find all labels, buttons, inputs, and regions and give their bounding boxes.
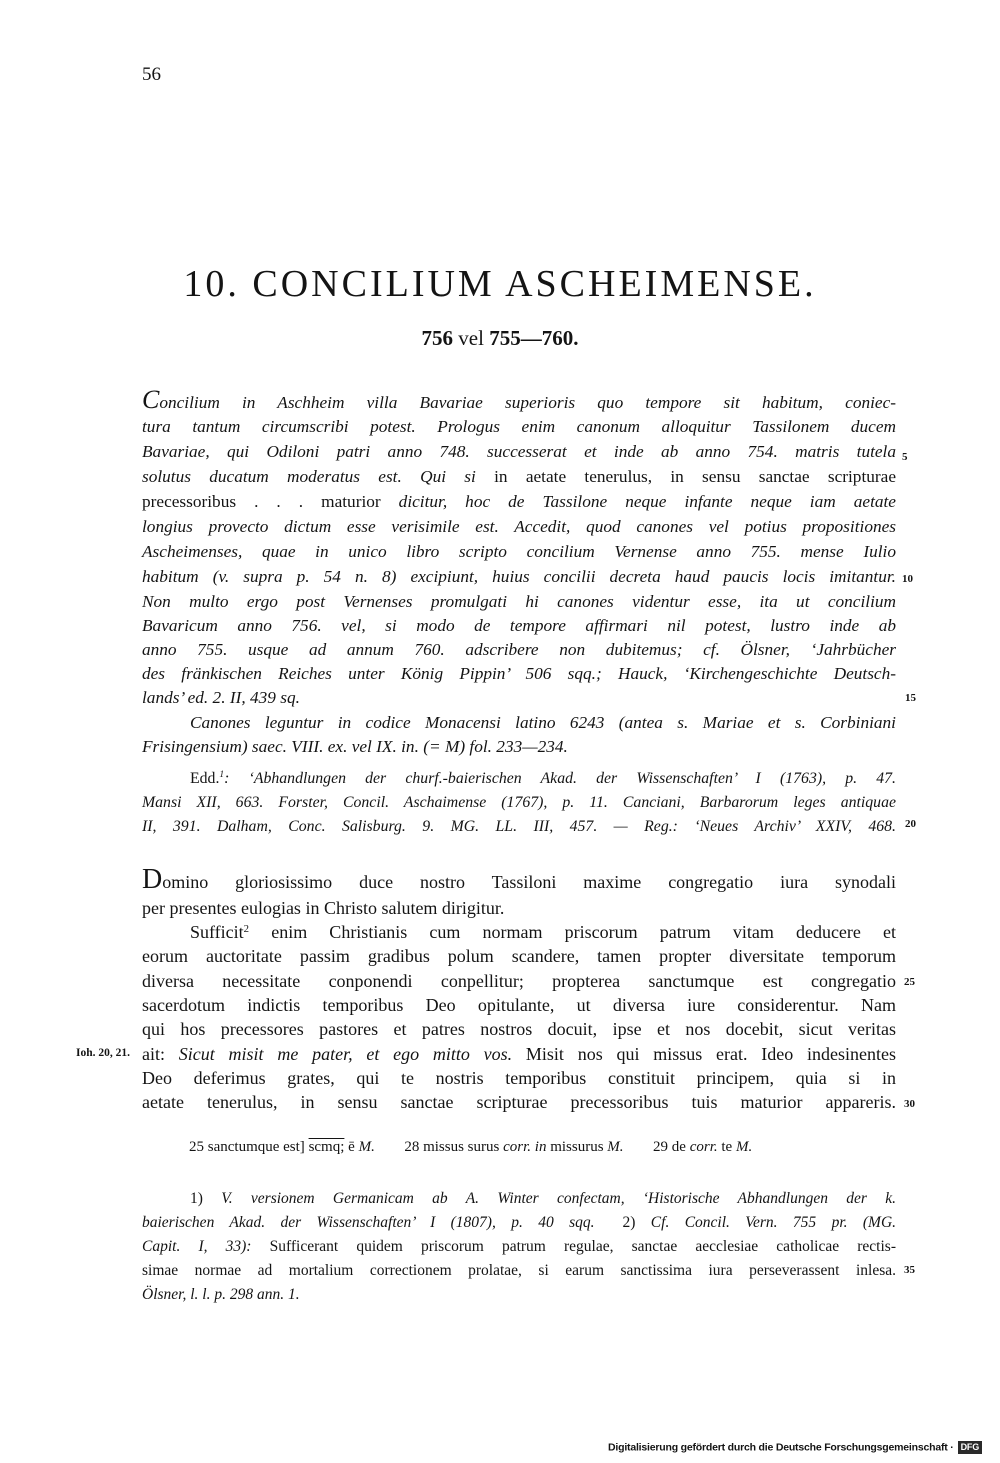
intro-line-12: des fränkischen Reiches unter König Pippin’ 506 sqq.; Hauck, ‘Kirchengeschichte Deutsch- bbox=[142, 664, 896, 683]
line-number-15: 15 bbox=[905, 692, 916, 704]
intro-line-2: tura tantum circumscribi potest. Prologus enim canonum alloquitur Tassilonem ducem bbox=[142, 417, 896, 436]
intro-line-1: Concilium in Aschheim villa Bavariae superioris quo tempore sit habitum, coniec- bbox=[142, 385, 896, 414]
line-number-10: 10 bbox=[902, 573, 913, 585]
footnote-line-2: baierischen Akad. der Wissenschaften’ I (1807), p. 40 sqq. 2) Cf. Concil. Vern. 755 pr. (MG. bbox=[142, 1214, 897, 1231]
editions-line-2: Mansi XII, 663. Forster, Concil. Aschaimense (1767), p. 11. Canciani, Barbarorum leges antiquae bbox=[142, 794, 896, 811]
date-range bbox=[0, 326, 1000, 351]
date-b: 755—760. bbox=[489, 326, 579, 350]
line-number-20: 20 bbox=[905, 818, 916, 830]
footnote-line-1: 1) V. versionem Germanicam ab A. Winter confectam, ‘Historische Abhandlungen der k. bbox=[190, 1190, 896, 1207]
intro-line-4: solutus ducatum moderatus est. Qui si in aetate tenerulus, in sensu sanctae scripturae bbox=[142, 467, 896, 486]
line-number-25: 25 bbox=[904, 976, 915, 988]
page-number: 56 bbox=[142, 64, 161, 85]
manuscript-line-2: Frisingensium) saec. VIII. ex. vel IX. in. (= M) fol. 233—234. bbox=[142, 737, 568, 756]
intro-line-8: habitum (v. supra p. 54 n. 8) excipiunt, huius concilii decreta haud paucis locis imitantur. bbox=[142, 567, 896, 586]
text-line-2: per presentes eulogias in Christo salutem dirigitur. bbox=[142, 898, 505, 918]
chapter-title: 10. CONCILIUM ASCHEIMENSE. bbox=[183, 263, 817, 305]
margin-reference: Ioh. 20, 21. bbox=[76, 1047, 130, 1059]
line-number-35: 35 bbox=[904, 1264, 915, 1276]
text-line-8: ait: Sicut misit me pater, et ego mitto vos. Misit nos qui missus erat. Ideo indesinentes bbox=[142, 1044, 897, 1064]
text-line-4: eorum auctoritate passim gradibus polum scandere, tamen propter diversitate temporum bbox=[142, 946, 896, 966]
intro-line-6: longius provecto dictum esse verisimile est. Accedit, quod canones vel potius propositiones bbox=[142, 517, 896, 536]
footnote-line-4: simae normae ad mortalium correctionem prolatae, si earum sanctissima iura perseverassent inlesa. bbox=[142, 1262, 896, 1279]
text-line-3: Sufficit$^2$ enim Christianis cum normam priscorum patrum vitam deducere et bbox=[190, 922, 897, 942]
manuscript-line-1: Canones leguntur in codice Monacensi latino 6243 (antea s. Mariae et s. Corbiniani bbox=[190, 713, 896, 732]
text-line-9: Deo deferimus grates, qui te nostris temporibus constituit principem, quia si in bbox=[142, 1068, 896, 1088]
credit-text: Digitalisierung gefördert durch die Deutsche Forschungsgemeinschaft · bbox=[608, 1441, 954, 1454]
intro-line-3: Bavariae, qui Odiloni patri anno 748. successerat et inde ab anno 754. matris tutela bbox=[142, 442, 896, 461]
line-number-30: 30 bbox=[904, 1098, 915, 1110]
intro-line-5: precessoribus . . . maturior dicitur, hoc de Tassilone neque infante neque iam aetate bbox=[142, 492, 896, 511]
line-number-5: 5 bbox=[902, 451, 908, 463]
editions-line-1: Edd.$^1$: ‘Abhandlungen der churf.-baierischen Akad. der Wissenschaften’ I (1763), p. 47. bbox=[190, 770, 896, 787]
dfg-logo: DFG bbox=[958, 1441, 982, 1454]
footnote-line-5: Ölsner, l. l. p. 298 ann. 1. bbox=[142, 1286, 300, 1303]
text-line-5: diversa necessitate conponendi conpellitur; propterea sanctumque est congregatio bbox=[142, 971, 896, 991]
variant-readings: 25 sanctumque est] scmq; ē M. 28 missus surus corr. in missurus M. 29 de corr. te M. bbox=[189, 1139, 753, 1155]
intro-line-11: anno 755. usque ad annum 760. adscribere non dubitemus; cf. Ölsner, ‘Jahrbücher bbox=[142, 640, 896, 659]
date-vel: vel bbox=[458, 326, 484, 350]
editions-line-3: II, 391. Dalham, Conc. Salisburg. 9. MG. LL. III, 457. — Reg.: ‘Neues Archiv’ XXIV, 468. bbox=[142, 818, 896, 835]
text-line-7: qui hos precessores pastores et patres nostros docuit, ipse et nos docebit, sicut veritas bbox=[142, 1019, 896, 1039]
intro-line-13: lands’ ed. 2. II, 439 sq. bbox=[142, 688, 300, 707]
footnote-line-3: Capit. I, 33): Sufficerant quidem priscorum patrum regulae, sanctae aecclesiae catholicae rectis- bbox=[142, 1238, 896, 1255]
text-line-1: Domino gloriosissimo duce nostro Tassiloni maxime congregatio iura synodali bbox=[142, 864, 896, 895]
digitization-credit bbox=[608, 1441, 982, 1454]
date-a: 756 bbox=[421, 326, 454, 350]
intro-line-7: Ascheimenses, quae in unico libro scripto concilium Vernense anno 755. mense Iulio bbox=[142, 542, 896, 561]
text-line-10: aetate tenerulus, in sensu sanctae scripturae precessoribus tuis maturior appareris. bbox=[142, 1092, 896, 1112]
intro-line-9: Non multo ergo post Vernenses promulgati hi canones videntur esse, ita ut concilium bbox=[142, 592, 896, 611]
text-line-6: sacerdotum indictis temporibus Deo opitulante, ut diversa iure considerentur. Nam bbox=[142, 995, 896, 1015]
intro-line-10: Bavaricum anno 756. vel, si modo de tempore affirmari nil potest, lustro inde ab bbox=[142, 616, 896, 635]
